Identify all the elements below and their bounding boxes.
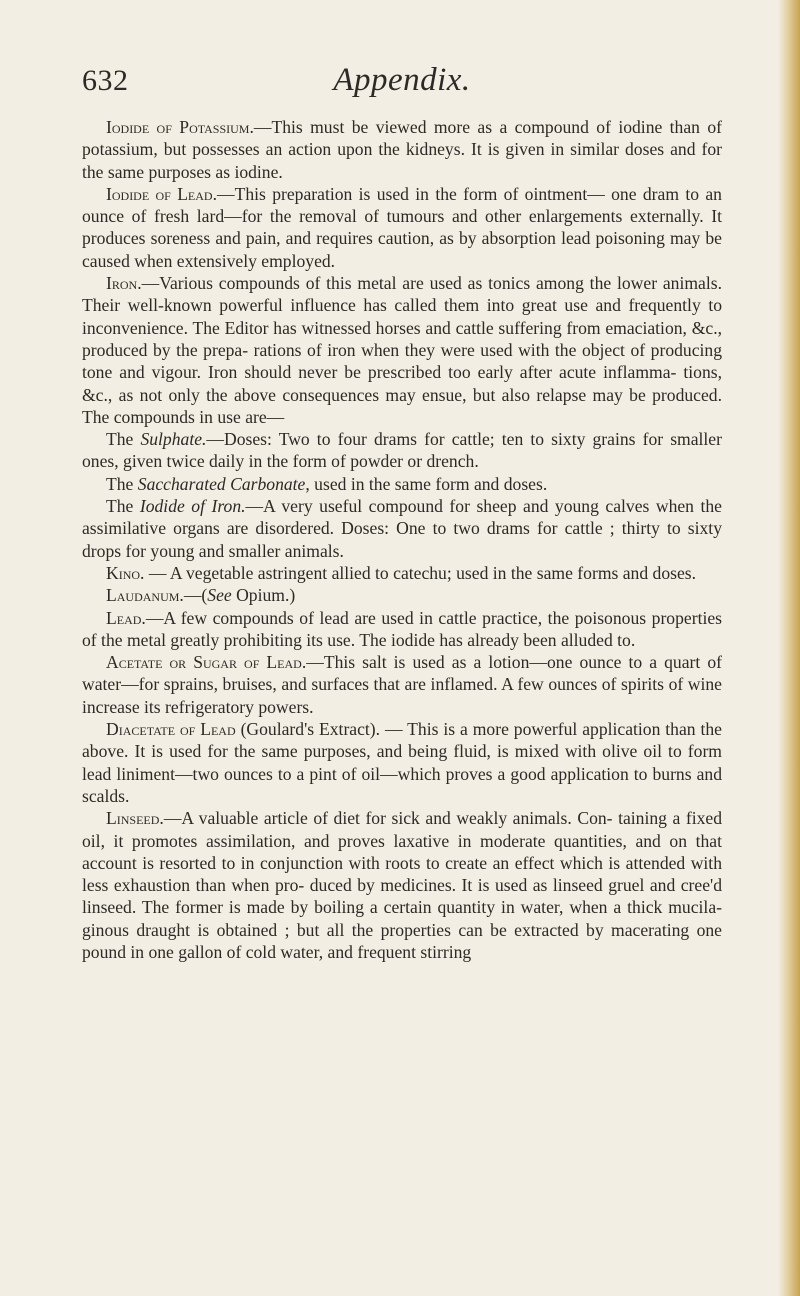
page-number: 632	[82, 64, 129, 97]
entry-text: Opium.)	[231, 585, 296, 606]
entry-laudanum	[82, 584, 722, 606]
running-head: Appendix.	[333, 62, 471, 98]
page-header	[82, 62, 722, 112]
entry-text: —This must be viewed more as a compound of iodine than of potassium, but possesses an action upon the kidneys. It is given in similar doses and for the same purposes as iodine.	[82, 117, 722, 182]
entry-pre: The	[106, 429, 141, 450]
entry-term: Saccharated Carbonate	[137, 473, 306, 494]
entry-linseed	[82, 807, 722, 963]
entry-iodide-of-potassium	[82, 116, 722, 183]
entry-acetate-of-lead	[82, 651, 722, 718]
entry-text: — A vegetable astringent allied to catechu; used in the same forms and doses.	[144, 562, 697, 583]
entry-term: Diacetate of Lead	[106, 719, 236, 740]
entry-text: —(	[183, 585, 208, 606]
entry-term: Iodide of Potassium.	[106, 117, 254, 137]
entry-term: Iodide of Iron.	[139, 496, 246, 517]
entry-saccharated-carbonate	[82, 473, 722, 495]
entry-iodide-of-iron	[82, 495, 722, 562]
entry-term: Iodide of Lead.	[106, 183, 217, 204]
entry-text: —This salt is used as a lotion—one ounce to a quart of water—for sprains, bruises, and surfaces that are inflamed. A few ounces of spirits of wine increase its refrigeratory powers.	[82, 652, 722, 717]
entry-iron	[82, 272, 722, 428]
entry-text: , used in the same form and doses.	[305, 473, 548, 494]
entry-pre: The	[106, 496, 140, 517]
entry-text: —A valuable article of diet for sick and weakly animals. Con- taining a fixed oil, it promotes assimilation, and proves laxative in moderate quantities, and on that account is resorted to in conjunction with roots to create an effect which is attended with less exhaustion than when pro- duced by medicines. It is used as linseed gruel and cree'd linseed. The former is made by boiling a certain quantity in water, when a thick mucila- ginous draught is obtained ; but all the properties can be extracted by macerating one pound in one gallon of cold water, and frequent stirring	[82, 808, 722, 962]
entry-text: (Goulard's Extract). — This is a more powerful application than the above. It is used for the same purposes, and being fluid, is mixed with olive oil to form lead liniment—two ounces to a pint of oil—which proves a good application to burns and scalds.	[82, 719, 722, 806]
entry-term: Sulphate.	[140, 429, 207, 450]
entry-term: Acetate or Sugar of Lead.	[106, 652, 307, 673]
entry-term: Linseed.	[106, 808, 164, 829]
entry-text: —Doses: Two to four drams for cattle; ten to sixty grains for smaller ones, given twice daily in the form of powder or drench.	[82, 429, 722, 472]
see-reference: See	[207, 585, 232, 606]
page-edge	[778, 0, 800, 1296]
entry-lead	[82, 607, 722, 652]
entry-text: —This preparation is used in the form of ointment— one dram to an ounce of fresh lard—for the removal of tumours and other enlargements externally. It produces soreness and pain, and requires caution, as by absorption lead poisoning may be caused when extensively employed.	[82, 183, 722, 271]
entry-term: Laudanum.	[106, 585, 184, 606]
entry-term: Iron.	[106, 273, 142, 294]
entry-term: Lead.	[106, 607, 146, 628]
entry-text: —A few compounds of lead are used in cattle practice, the poisonous properties of the metal greatly prohibiting its use. The iodide has already been alluded to.	[82, 607, 722, 650]
entry-sulphate	[82, 428, 722, 473]
entry-term: Kino.	[106, 562, 145, 583]
entry-diacetate-of-lead	[82, 718, 722, 807]
entry-pre: The	[106, 473, 138, 494]
body-text	[82, 116, 722, 963]
entry-text: —A very useful compound for sheep and young calves when the assimilative organs are disordered. Doses: One to two drams for cattle ; thirty to sixty drops for young and smaller animals.	[82, 496, 722, 561]
entry-kino	[82, 562, 722, 584]
entry-text: —Various compounds of this metal are used as tonics among the lower animals. Their well-known powerful influence has called them into great use and frequently to inconvenience. The Editor has witnessed horses and cattle suffering from emaciation, &c., produced by the prepa- rations of iron when they were used with the object of producing tone and vigour. Iron should never be prescribed too early after acute inflamma- tions, &c., as not only the above consequences may ensue, but also relapse may be produced. The compounds in use are—	[82, 273, 722, 427]
entry-iodide-of-lead	[82, 183, 722, 272]
